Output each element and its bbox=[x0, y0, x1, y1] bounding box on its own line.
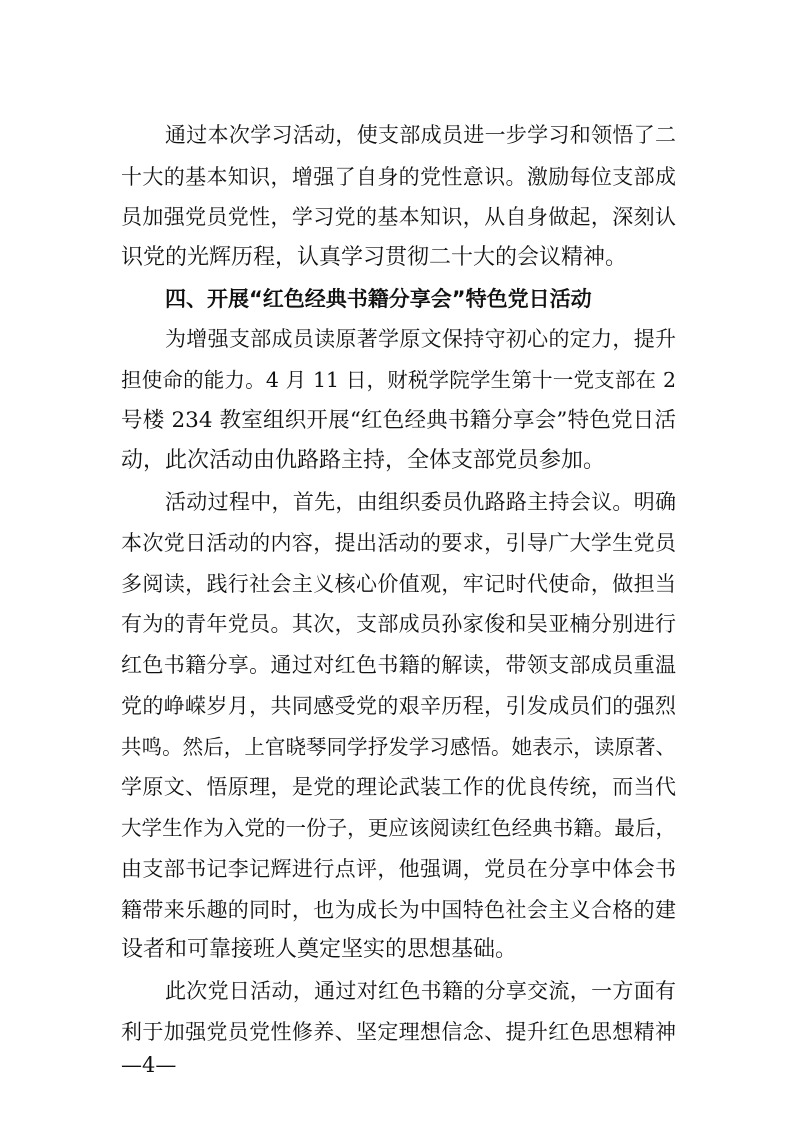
paragraph-4-line: 此次党日活动，通过对红色书籍的分享交流，一方面有 bbox=[165, 979, 676, 1003]
paragraph-3-line: 设者和可靠接班人奠定坚实的思想基础。 bbox=[121, 937, 518, 962]
paragraph-1-line: 十大的基本知识，增强了自身的党性意识。激励每位支部成 bbox=[121, 165, 676, 189]
section-heading: 四、开展“红色经典书籍分享会”特色党日活动 bbox=[165, 287, 592, 311]
paragraph-3-line: 党的峥嵘岁月，共同感受党的艰辛历程，引发成员们的强烈 bbox=[121, 694, 676, 718]
paragraph-1-line: 员加强党员党性，学习党的基本知识，从自身做起，深刻认 bbox=[121, 205, 676, 229]
paragraph-2-line: 号楼 234 教室组织开展“红色经典书籍分享会”特色党日活 bbox=[121, 408, 676, 433]
paragraph-3-line: 活动过程中，首先，由组织委员仇路路主持会议。明确 bbox=[165, 490, 676, 514]
paragraph-3-line: 多阅读，践行社会主义核心价值观，牢记时代使命，做担当 bbox=[121, 572, 676, 596]
paragraph-1-line: 通过本次学习活动，使支部成员进一步学习和领悟了二 bbox=[165, 123, 676, 147]
paragraph-4-line: 利于加强党员党性修养、坚定理想信念、提升红色思想精神 bbox=[121, 1020, 676, 1044]
paragraph-2-line: 为增强支部成员读原著学原文保持守初心的定力，提升 bbox=[165, 327, 676, 351]
paragraph-2-line: 动，此次活动由仇路路主持，全体支部党员参加。 bbox=[121, 448, 606, 473]
paragraph-2-line: 担使命的能力。4 月 11 日，财税学院学生第十一党支部在 2 bbox=[121, 368, 676, 392]
paragraph-3-line: 共鸣。然后，上官晓琴同学抒发学习感悟。她表示，读原著、 bbox=[121, 735, 676, 759]
paragraph-1-line: 识党的光辉历程，认真学习贯彻二十大的会议精神。 bbox=[121, 245, 628, 270]
paragraph-3-line: 大学生作为入党的一份子，更应该阅读红色经典书籍。最后， bbox=[121, 816, 676, 840]
paragraph-3-line: 红色书籍分享。通过对红色书籍的解读，带领支部成员重温 bbox=[121, 653, 676, 677]
paragraph-3-line: 籍带来乐趣的同时，也为成长为中国特色社会主义合格的建 bbox=[121, 898, 676, 922]
paragraph-3-line: 本次党日活动的内容，提出活动的要求，引导广大学生党员 bbox=[121, 531, 676, 555]
paragraph-3-line: 有为的青年党员。其次，支部成员孙家俊和吴亚楠分别进行 bbox=[121, 612, 676, 636]
paragraph-3-line: 学原文、悟原理，是党的理论武装工作的优良传统，而当代 bbox=[121, 775, 676, 799]
page-number: —4— bbox=[121, 1053, 177, 1077]
paragraph-3-line: 由支部书记李记辉进行点评，他强调，党员在分享中体会书 bbox=[121, 857, 676, 881]
